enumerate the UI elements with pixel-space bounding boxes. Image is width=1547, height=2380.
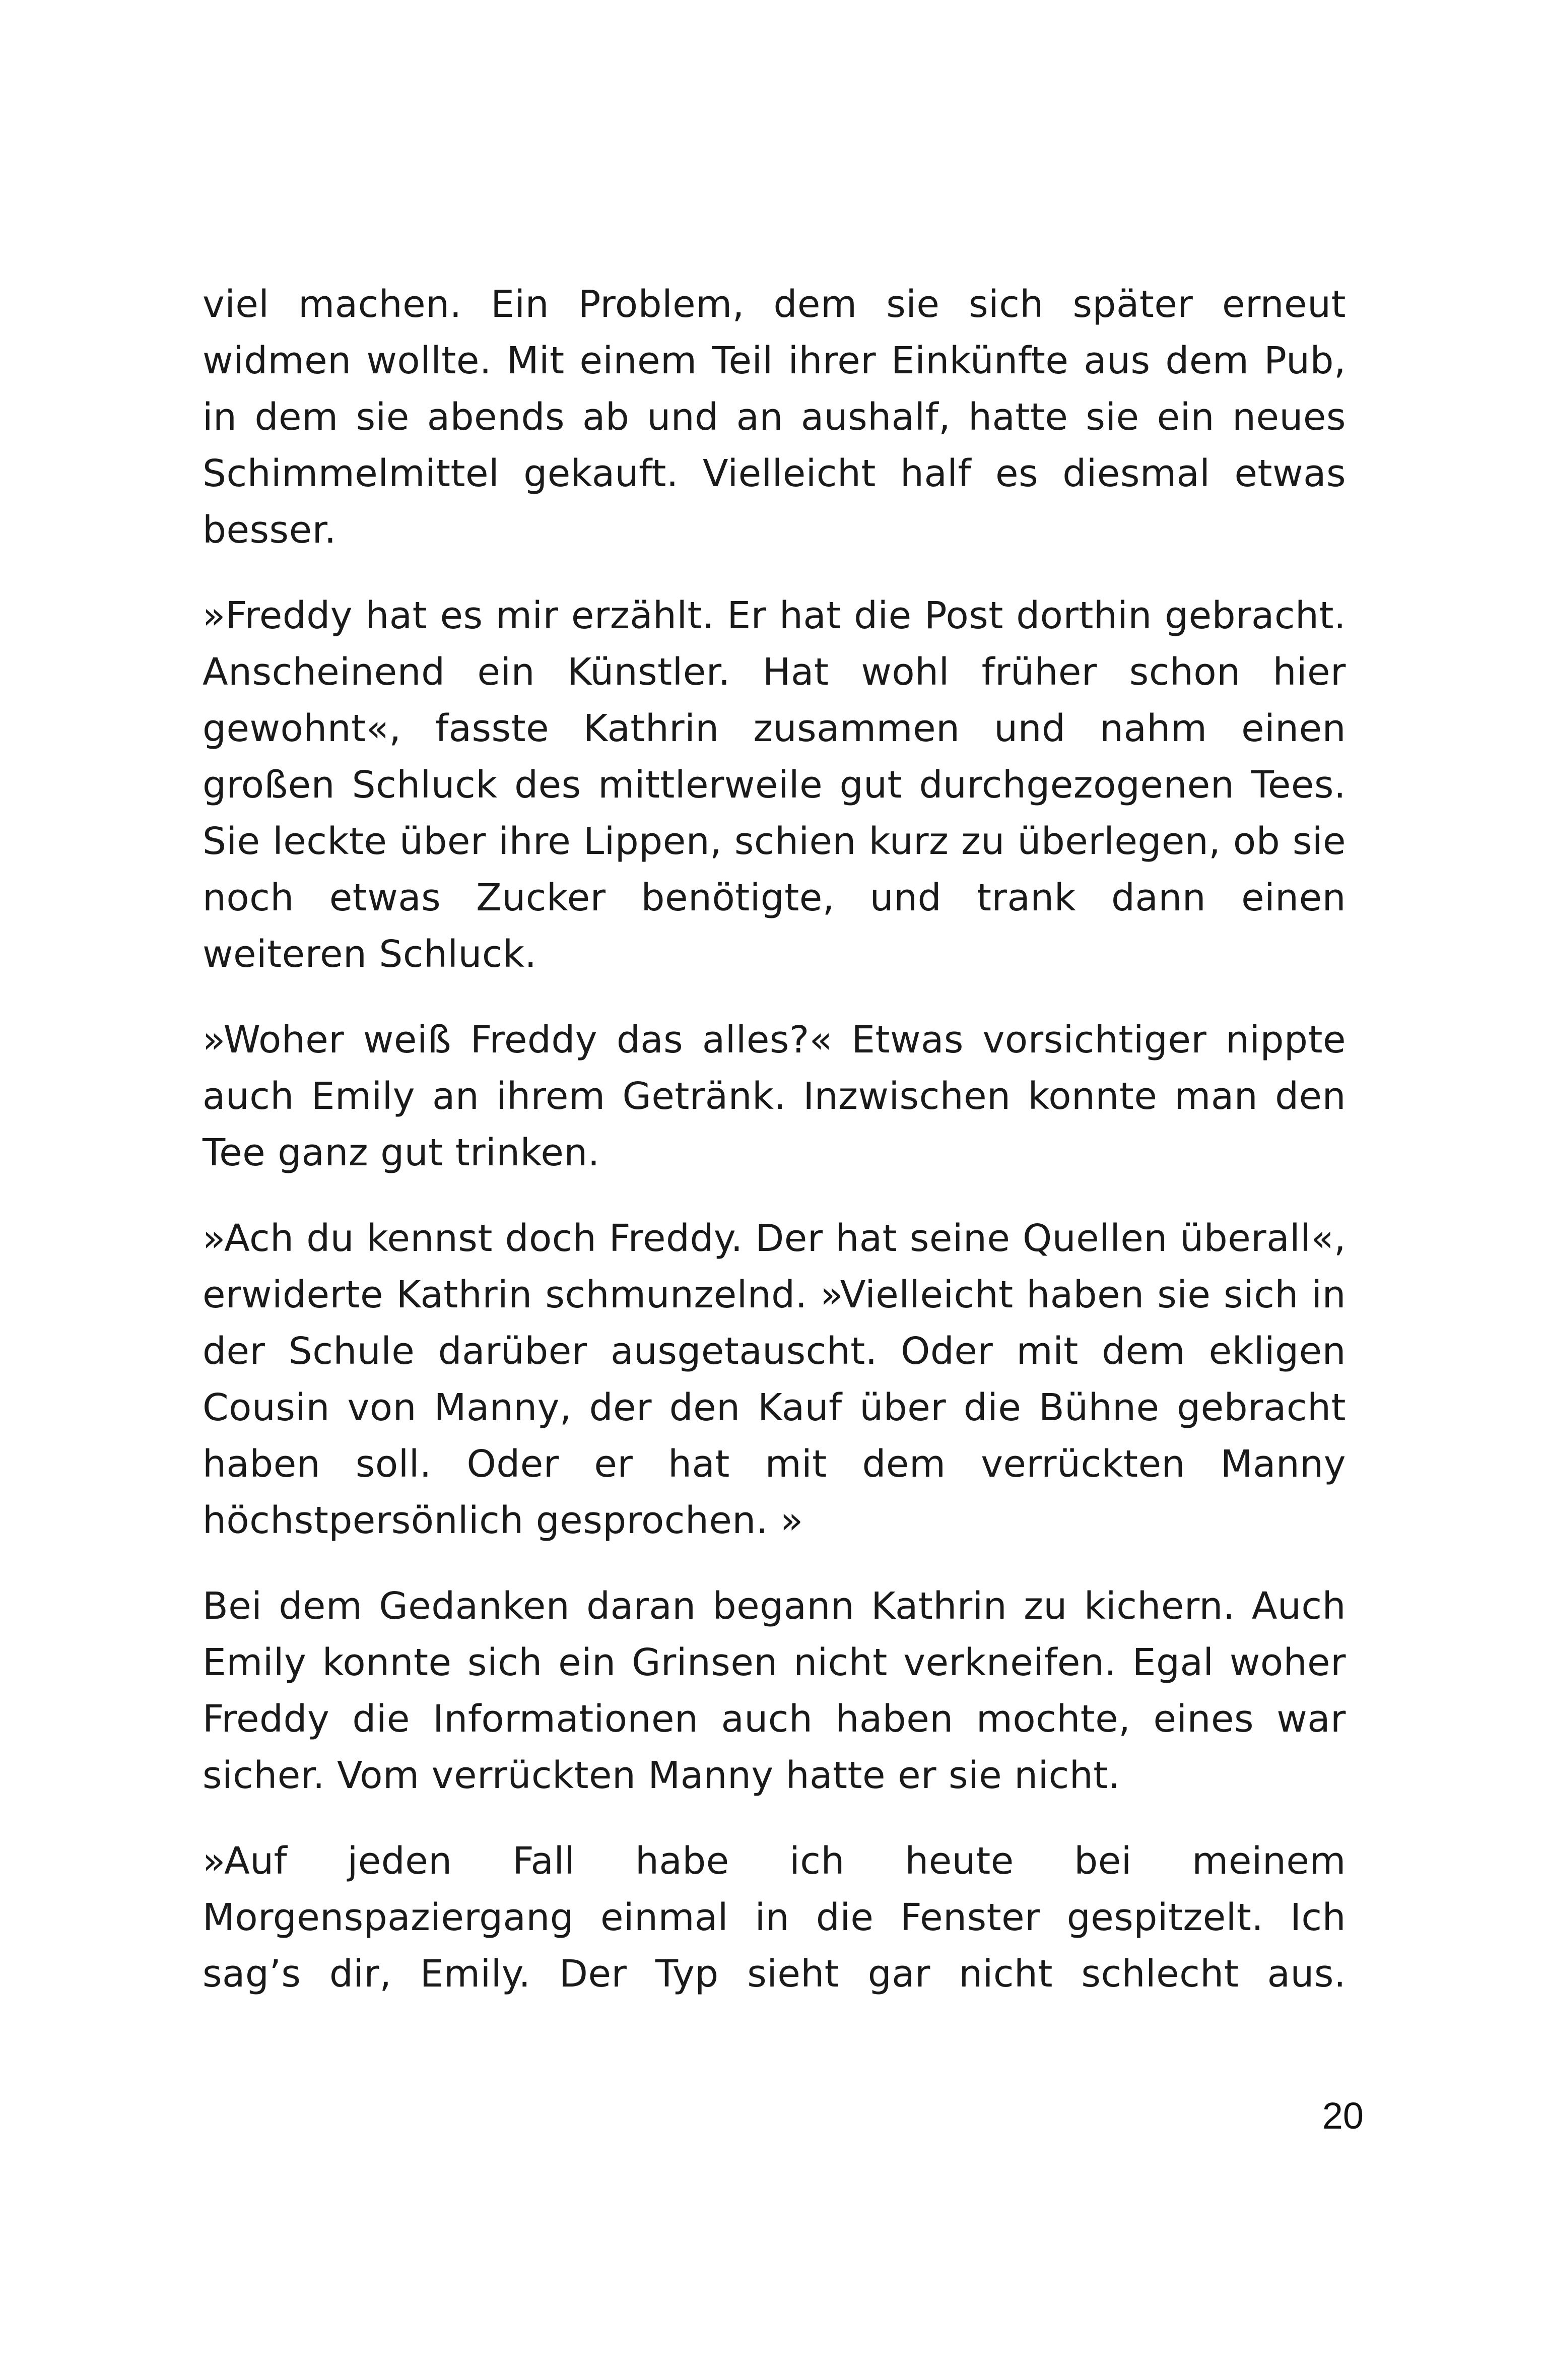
paragraph-1: viel machen. Ein Problem, dem sie sich später erneut widmen wollte. Mit einem Teil ihrer Einkünfte aus dem Pub, in dem sie abends ab und an aushalf, hatte sie ein neues Schimmelmittel gekauft. Vielleicht half es diesmal etwas besser. — [203, 283, 1346, 552]
paragraph-6: »Auf jeden Fall habe ich heute bei meinem Morgenspaziergang einmal in die Fenster gespitzelt. Ich sag’s dir, Emily. Der Typ sieht gar nicht schlecht aus. — [203, 1839, 1346, 1996]
paragraph-4: »Ach du kennst doch Freddy. Der hat seine Quellen überall«, erwiderte Kathrin schmunzelnd. »Vielleicht haben sie sich in der Schule darüber ausgetauscht. Oder mit dem ekligen Cousin von Manny, der den Kauf über die Bühne gebracht haben soll. Oder er hat mit dem verrückten Manny höchstpersönlich gesprochen. » — [203, 1217, 1346, 1542]
body-text — [203, 276, 1346, 2002]
paragraph-5: Bei dem Gedanken daran begann Kathrin zu kichern. Auch Emily konnte sich ein Grinsen nicht verkneifen. Egal woher Freddy die Informationen auch haben mochte, eines war sicher. Vom verrückten Manny hatte er sie nicht. — [203, 1584, 1346, 1797]
page-number: 20 — [1322, 2095, 1364, 2137]
paragraph-3: »Woher weiß Freddy das alles?« Etwas vorsichtiger nippte auch Emily an ihrem Getränk. Inzwischen konnte man den Tee ganz gut trinken. — [203, 1018, 1346, 1174]
paragraph-2: »Freddy hat es mir erzählt. Er hat die Post dorthin gebracht. Anscheinend ein Künstler. Hat wohl früher schon hier gewohnt«, fasste Kathrin zusammen und nahm einen großen Schluck des mittlerweile gut durchgezogenen Tees. Sie leckte über ihre Lippen, schien kurz zu überlegen, ob sie noch etwas Zucker benötigte, und trank dann einen weiteren Schluck. — [203, 594, 1346, 976]
